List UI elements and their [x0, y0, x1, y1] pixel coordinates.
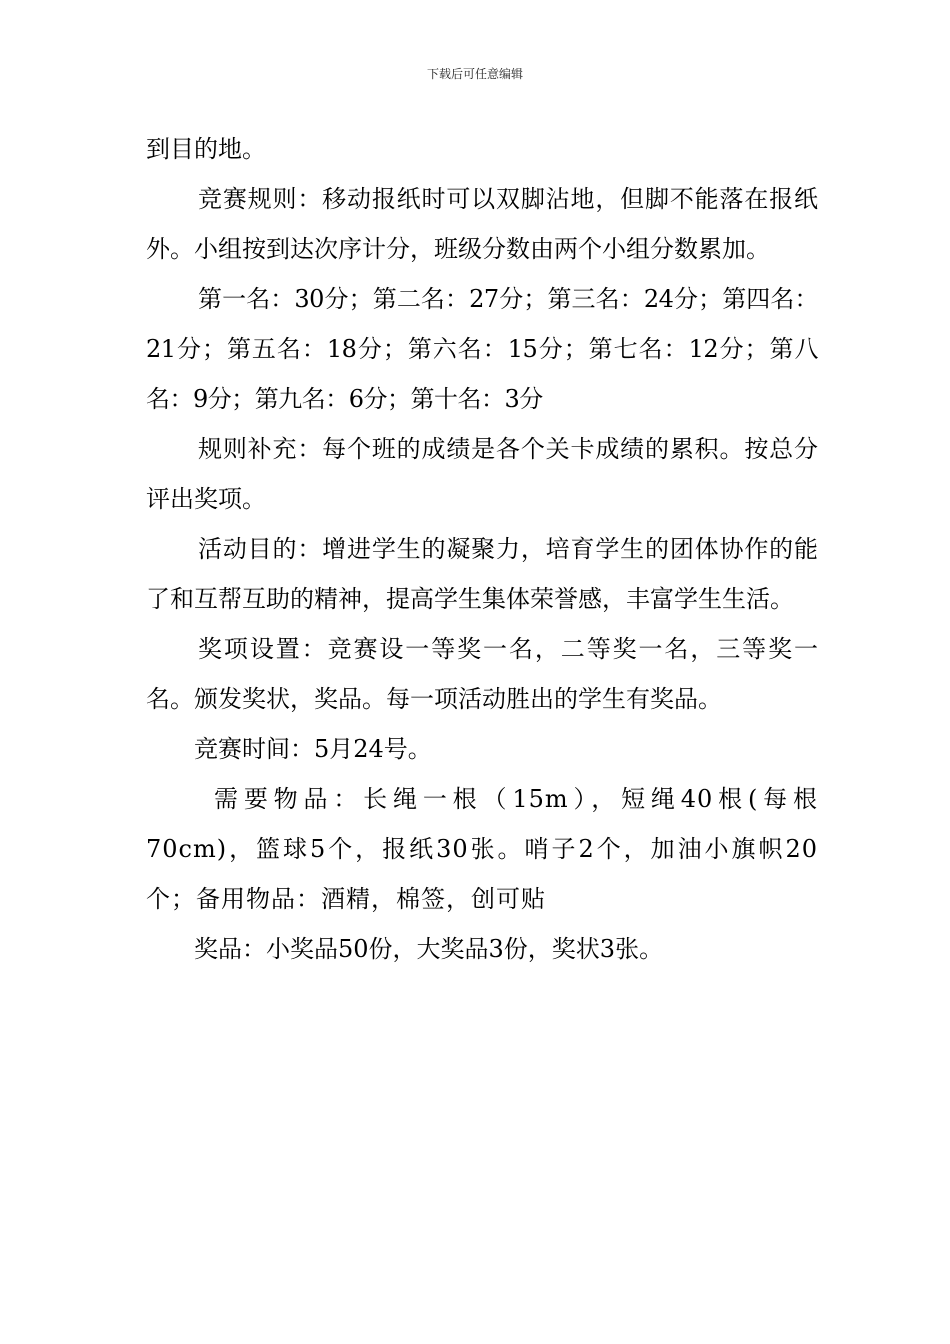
- paragraph-competition-time: 竞赛时间：5月24号。: [194, 735, 432, 763]
- paragraph-competition-rules: 竞赛规则：移动报纸时可以双脚沾地，但脚不能落在报纸外。小组按到达次序计分，班级分数由两个小组分数累加。: [146, 185, 818, 263]
- paragraph-prizes: 奖品：小奖品50份，大奖品3份，奖状3张。: [194, 935, 664, 963]
- paragraph-continuation: 到目的地。: [146, 135, 266, 163]
- paragraph-activity-purpose: 活动目的：增进学生的凝聚力，培育学生的团体协作的能了和互帮互助的精神，提高学生集体荣誉感，丰富学生生活。: [146, 535, 818, 613]
- paragraph-required-items: 需要物品：长绳一根（15m），短绳40根(每根70cm)，篮球5个，报纸30张。哨子2个，加油小旗帜20个；备用物品：酒精，棉签，创可贴: [146, 785, 818, 913]
- document-body: [146, 124, 818, 974]
- paragraph-scoring: 第一名：30分；第二名：27分；第三名：24分；第四名：21分；第五名：18分；第六名：15分；第七名：12分；第八名：9分；第九名：6分；第十名：3分: [146, 285, 818, 413]
- paragraph-rule-supplement: 规则补充：每个班的成绩是各个关卡成绩的累积。按总分评出奖项。: [146, 435, 818, 513]
- paragraph-awards: 奖项设置：竞赛设一等奖一名，二等奖一名，三等奖一名。颁发奖状，奖品。每一项活动胜出的学生有奖品。: [146, 635, 818, 713]
- page-header: 下载后可任意编辑: [426, 67, 523, 81]
